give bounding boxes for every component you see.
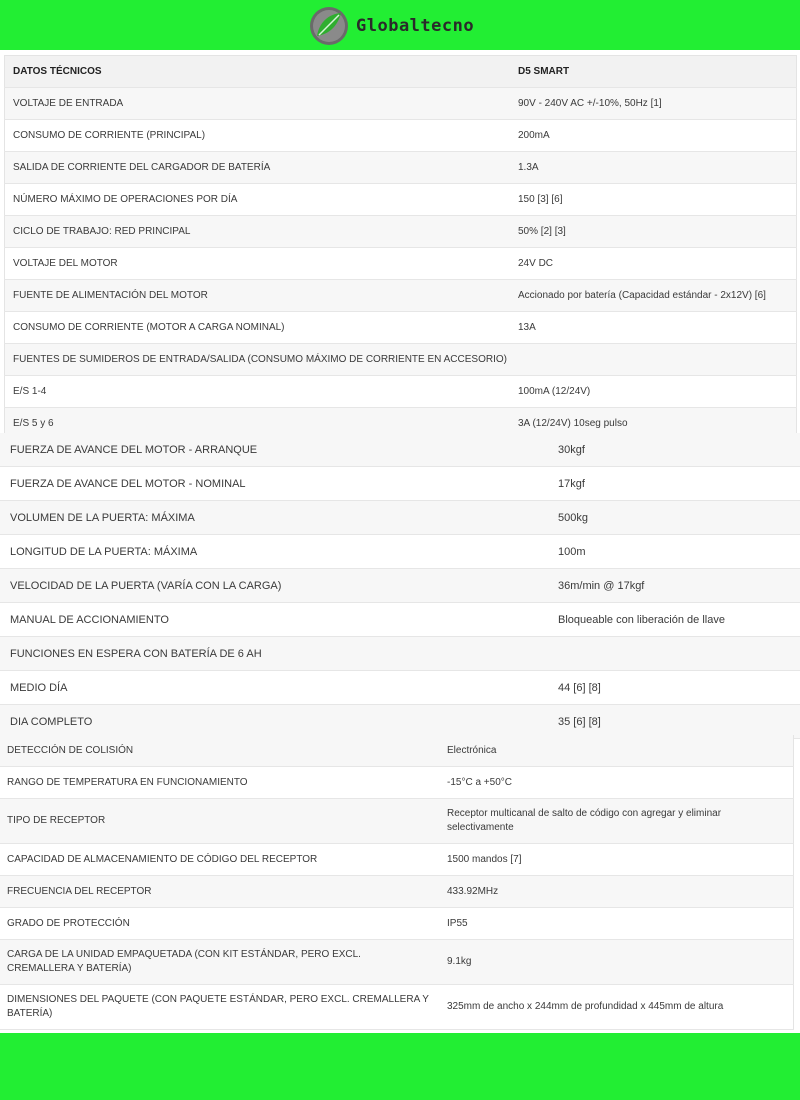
- spec-label: TIPO DE RECEPTOR: [0, 799, 439, 844]
- spec-value: 1.3A: [510, 152, 797, 184]
- table-row: [0, 985, 794, 1030]
- table-row: [5, 216, 797, 248]
- spec-value: Accionado por batería (Capacidad estándar - 2x12V) [6]: [510, 280, 797, 312]
- table-row: [0, 767, 794, 799]
- table-row: [0, 876, 794, 908]
- table-row: [5, 248, 797, 280]
- spec-value: -15°C a +50°C: [439, 767, 794, 799]
- table-row: [0, 433, 800, 467]
- spec-label: RANGO DE TEMPERATURA EN FUNCIONAMIENTO: [0, 767, 439, 799]
- spec-label: VOLTAJE DE ENTRADA: [5, 88, 511, 120]
- spec-label: FUENTE DE ALIMENTACIÓN DEL MOTOR: [5, 280, 511, 312]
- table-row: [5, 280, 797, 312]
- spec-label: MEDIO DÍA: [0, 671, 541, 705]
- spec-section-label: FUENTES DE SUMIDEROS DE ENTRADA/SALIDA (CONSUMO MÁXIMO DE CORRIENTE EN ACCESORIO): [5, 344, 797, 376]
- spec-table-mechanical: [0, 433, 800, 739]
- spec-value: 150 [3] [6]: [510, 184, 797, 216]
- spec-label: DETECCIÓN DE COLISIÓN: [0, 735, 439, 767]
- spec-label: VOLTAJE DEL MOTOR: [5, 248, 511, 280]
- table-row: [5, 120, 797, 152]
- spec-label: LONGITUD DE LA PUERTA: MÁXIMA: [0, 535, 541, 569]
- table-row: [0, 799, 794, 844]
- spec-table-receiver: [0, 735, 794, 1030]
- spec-value: 17kgf: [541, 467, 800, 501]
- spec-label: NÚMERO MÁXIMO DE OPERACIONES POR DÍA: [5, 184, 511, 216]
- spec-value: 44 [6] [8]: [541, 671, 800, 705]
- spec-value: 100m: [541, 535, 800, 569]
- spec-label: DIMENSIONES DEL PAQUETE (CON PAQUETE ESTÁNDAR, PERO EXCL. CREMALLERA Y BATERÍA): [0, 985, 439, 1030]
- spec-label: VOLUMEN DE LA PUERTA: MÁXIMA: [0, 501, 541, 535]
- spec-value: 1500 mandos [7]: [439, 844, 794, 876]
- spec-value: 30kgf: [541, 433, 800, 467]
- spec-value: 9.1kg: [439, 940, 794, 985]
- table-row: [5, 376, 797, 408]
- header-bar: [0, 0, 800, 50]
- table-row: [0, 467, 800, 501]
- table-row: [0, 637, 800, 671]
- table-row: [5, 184, 797, 216]
- spec-value: IP55: [439, 908, 794, 940]
- spec-value: 13A: [510, 312, 797, 344]
- spec-label: VELOCIDAD DE LA PUERTA (VARÍA CON LA CARGA): [0, 569, 541, 603]
- table-row: [0, 569, 800, 603]
- table-row: [0, 603, 800, 637]
- table-header-row: [5, 56, 797, 88]
- table-row: [0, 501, 800, 535]
- spec-label: FRECUENCIA DEL RECEPTOR: [0, 876, 439, 908]
- spec-label: FUERZA DE AVANCE DEL MOTOR - ARRANQUE: [0, 433, 541, 467]
- brand-name: Globaltecno: [356, 16, 475, 36]
- spec-value: 325mm de ancho x 244mm de profundidad x 445mm de altura: [439, 985, 794, 1030]
- table-row: [0, 705, 800, 739]
- spec-value: Electrónica: [439, 735, 794, 767]
- spec-value: 433.92MHz: [439, 876, 794, 908]
- spec-label: FUERZA DE AVANCE DEL MOTOR - NOMINAL: [0, 467, 541, 501]
- spec-value: Bloqueable con liberación de llave: [541, 603, 800, 637]
- table-row: [0, 671, 800, 705]
- table-row: [0, 908, 794, 940]
- table-row: [5, 88, 797, 120]
- table-row: [5, 344, 797, 376]
- column-header-model: D5 SMART: [510, 56, 797, 88]
- spec-label: E/S 5 y 6: [5, 408, 511, 440]
- table-row: [0, 735, 794, 767]
- spec-value: 3A (12/24V) 10seg pulso: [510, 408, 797, 440]
- spec-label: SALIDA DE CORRIENTE DEL CARGADOR DE BATERÍA: [5, 152, 511, 184]
- spec-label: E/S 1-4: [5, 376, 511, 408]
- spec-label: GRADO DE PROTECCIÓN: [0, 908, 439, 940]
- spec-value: 500kg: [541, 501, 800, 535]
- spec-label: CONSUMO DE CORRIENTE (MOTOR A CARGA NOMINAL): [5, 312, 511, 344]
- spec-value: 100mA (12/24V): [510, 376, 797, 408]
- spec-section-label: FUNCIONES EN ESPERA CON BATERÍA DE 6 AH: [0, 637, 800, 671]
- spec-label: CAPACIDAD DE ALMACENAMIENTO DE CÓDIGO DEL RECEPTOR: [0, 844, 439, 876]
- spec-label: MANUAL DE ACCIONAMIENTO: [0, 603, 541, 637]
- column-header-spec: DATOS TÉCNICOS: [5, 56, 511, 88]
- table-row: [5, 152, 797, 184]
- spec-label: CARGA DE LA UNIDAD EMPAQUETADA (CON KIT ESTÁNDAR, PERO EXCL. CREMALLERA Y BATERÍA): [0, 940, 439, 985]
- table-row: [0, 844, 794, 876]
- footer-bar: [0, 1033, 800, 1100]
- table-row: [5, 312, 797, 344]
- spec-label: CICLO DE TRABAJO: RED PRINCIPAL: [5, 216, 511, 248]
- globaltecno-leaf-logo-icon: [308, 5, 350, 47]
- spec-value: 35 [6] [8]: [541, 705, 800, 739]
- brand-logo[interactable]: [308, 4, 474, 48]
- spec-label: CONSUMO DE CORRIENTE (PRINCIPAL): [5, 120, 511, 152]
- spec-value: 90V - 240V AC +/-10%, 50Hz [1]: [510, 88, 797, 120]
- spec-value: 36m/min @ 17kgf: [541, 569, 800, 603]
- table-row: [0, 940, 794, 985]
- spec-value: 200mA: [510, 120, 797, 152]
- spec-value: 24V DC: [510, 248, 797, 280]
- spec-label: DIA COMPLETO: [0, 705, 541, 739]
- spec-value: 50% [2] [3]: [510, 216, 797, 248]
- table-row: [0, 535, 800, 569]
- spec-value: Receptor multicanal de salto de código con agregar y eliminar selectivamente: [439, 799, 794, 844]
- spec-table-electrical: [4, 55, 797, 440]
